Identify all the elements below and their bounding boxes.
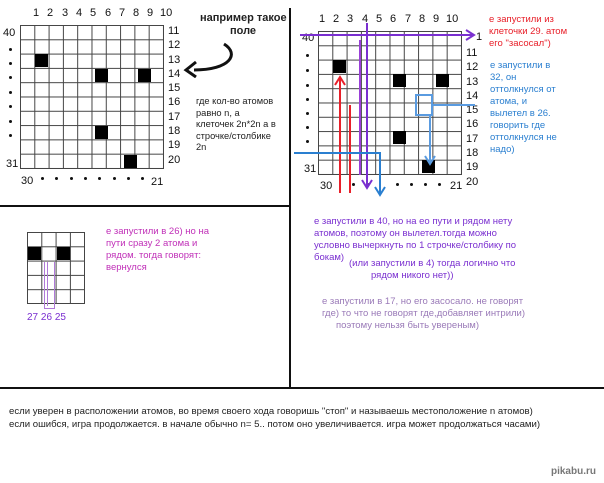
- note-line: е запустили в 40, но на ео пути и рядом нету: [314, 216, 513, 227]
- panel4-note1: [314, 216, 516, 264]
- horizontal-divider-left: [0, 205, 290, 207]
- row-label: 15: [466, 104, 479, 117]
- col-label: 4: [76, 7, 83, 19]
- panel3-bottom-labels: [27, 312, 66, 323]
- panel4-note3: [322, 296, 525, 332]
- row-label: 17: [466, 132, 479, 145]
- return-path-inner: [47, 262, 48, 306]
- row-label: 13: [168, 53, 181, 66]
- atom-cell: [57, 247, 70, 260]
- note-line: е запустили в 26) но на: [106, 226, 210, 237]
- side-dot: [9, 120, 12, 123]
- note-line: клеточек 2n*2n а в: [196, 119, 276, 129]
- note-line: оттолкнулся от: [490, 84, 556, 95]
- col-label: 5: [376, 13, 383, 25]
- note-line: бокам): [314, 252, 345, 263]
- row-label: 19: [168, 139, 181, 152]
- side-dot: [9, 76, 12, 79]
- col-label: 2: [47, 7, 54, 19]
- row-label: 11: [168, 25, 180, 37]
- col-label: 10: [446, 13, 459, 25]
- bottom-dot: [113, 177, 116, 180]
- label-21: 21: [151, 176, 164, 188]
- col-label: 7: [119, 7, 126, 19]
- note-line: е запустили из: [489, 14, 554, 25]
- heading-line: поле: [230, 25, 257, 37]
- panel3-grid: [27, 232, 85, 304]
- row-label: 13: [466, 75, 479, 88]
- heading-line: например такое: [200, 12, 287, 24]
- heading-text: [200, 12, 287, 38]
- col-label: 5: [90, 7, 97, 19]
- label-31: 31: [304, 163, 317, 175]
- panel1-grid: [20, 25, 164, 169]
- row-label: 18: [466, 147, 479, 160]
- panel3-note: [106, 226, 209, 274]
- col-label: 10: [160, 7, 173, 19]
- label-31: 31: [6, 158, 19, 170]
- row-label: 15: [168, 82, 181, 95]
- atom-cell: [124, 155, 137, 168]
- footer-line: если ошибся, игра продолжается. в начале обычно n= 5.. потом оно увеличивается. игра может продолжаться часами): [9, 419, 541, 430]
- row-label: 16: [466, 118, 479, 131]
- panel2-note-red: [489, 14, 567, 50]
- side-dot: [9, 48, 12, 51]
- label-30: 30: [320, 180, 333, 192]
- note-line: строчке/столбике: [196, 130, 271, 141]
- note-line: условно вычеркнуть по 1 строчке/столбику по: [314, 240, 517, 251]
- curved-arrow-icon: [182, 40, 242, 78]
- col-label: 6: [390, 13, 397, 25]
- trajectory-overlay: [290, 15, 490, 205]
- footer-line: если уверен в расположении атомов, во время своего хода говоришь "стоп" и называешь местоположение n атомов): [9, 406, 533, 417]
- bottom-dot: [55, 177, 58, 180]
- note-line: где) то что не говорят где,добавляет интрили): [322, 308, 526, 319]
- col-label: 3: [347, 13, 354, 25]
- panel1-right-numbers: [168, 24, 180, 167]
- col-label: 8: [133, 7, 140, 19]
- row-label: 11: [466, 47, 478, 59]
- note-line: равно n, а: [196, 107, 240, 118]
- atom-cell: [138, 69, 151, 82]
- watermark: pikabu.ru: [550, 466, 596, 477]
- row-label: 12: [168, 39, 181, 52]
- note-line: его "засосал"): [489, 38, 551, 49]
- bottom-dot: [41, 177, 44, 180]
- side-dot: [9, 62, 12, 65]
- label-30: 30: [21, 175, 34, 187]
- bottom-dot: [98, 177, 101, 180]
- col-label: 1: [33, 7, 40, 19]
- note-line: клеточки 29. атом: [489, 26, 568, 37]
- col-label: 1: [319, 13, 326, 25]
- bottom-dot: [70, 177, 73, 180]
- side-dot: [9, 134, 12, 137]
- side-dot: [9, 91, 12, 94]
- note-line: 2n: [196, 142, 207, 152]
- note-line: рядом. тогда говорят:: [106, 250, 202, 261]
- panel1-note: [196, 96, 276, 154]
- row-label: 18: [168, 125, 181, 138]
- atom-cell: [95, 69, 108, 82]
- lightblue-path-26: [416, 95, 475, 115]
- col-label: 9: [433, 13, 440, 25]
- footer-text: [9, 405, 540, 431]
- note-line: оттолкнулся не: [490, 132, 557, 143]
- col-label: 2: [333, 13, 340, 25]
- bottom-label: 26: [40, 312, 53, 323]
- bottom-label: 25: [54, 312, 66, 323]
- note-line: (или запустили в 4) тогда логично что: [349, 258, 516, 269]
- note-line: пути сразу 2 атома и: [106, 238, 198, 249]
- bottom-dot: [127, 177, 130, 180]
- note-line: атомов, поэтому он вылетел.тогда можно: [314, 228, 497, 239]
- col-label: 4: [362, 13, 369, 25]
- label-40: 40: [3, 27, 16, 39]
- bottom-dot: [141, 177, 144, 180]
- col-label: 7: [405, 13, 412, 25]
- note-line: е запустили в: [490, 60, 551, 71]
- note-line: вернулся: [106, 262, 147, 273]
- note-line: где кол-во атомов: [196, 96, 274, 106]
- bottom-dot: [84, 177, 87, 180]
- side-dot: [9, 105, 12, 108]
- note-line: поэтому нельзя быть увереным): [336, 320, 479, 331]
- col-label: 3: [62, 7, 69, 19]
- note-line: е запустили в 17, но его засосало. не говорят: [322, 296, 524, 307]
- panel2-note-blue: [490, 60, 557, 156]
- label-40: 40: [302, 32, 315, 44]
- row-label: 20: [168, 153, 181, 166]
- label-1: 1: [476, 31, 483, 43]
- return-path: [44, 262, 55, 309]
- row-label: 14: [466, 89, 479, 102]
- atom-cell: [28, 247, 41, 260]
- note-line: вылетел в 26.: [490, 108, 551, 119]
- bottom-divider: [0, 387, 604, 389]
- col-label: 8: [419, 13, 426, 25]
- row-label: 16: [168, 96, 181, 109]
- row-label: 17: [168, 110, 181, 123]
- note-line: рядом никого нет)): [371, 270, 454, 281]
- note-line: 32, он: [490, 72, 517, 83]
- note-line: надо): [490, 144, 515, 155]
- row-label: 12: [466, 61, 479, 74]
- atom-cell: [95, 126, 108, 139]
- panel4-note2: [349, 258, 515, 282]
- col-label: 9: [147, 7, 154, 19]
- row-label: 14: [168, 67, 181, 80]
- atom-cell: [35, 54, 48, 67]
- row-label: 20: [466, 175, 479, 188]
- note-line: атома, и: [490, 96, 528, 107]
- note-line: говорить где: [490, 120, 546, 131]
- col-label: 6: [105, 7, 112, 19]
- label-21: 21: [450, 180, 463, 192]
- row-label: 19: [466, 161, 479, 174]
- bottom-label: 27: [27, 312, 39, 323]
